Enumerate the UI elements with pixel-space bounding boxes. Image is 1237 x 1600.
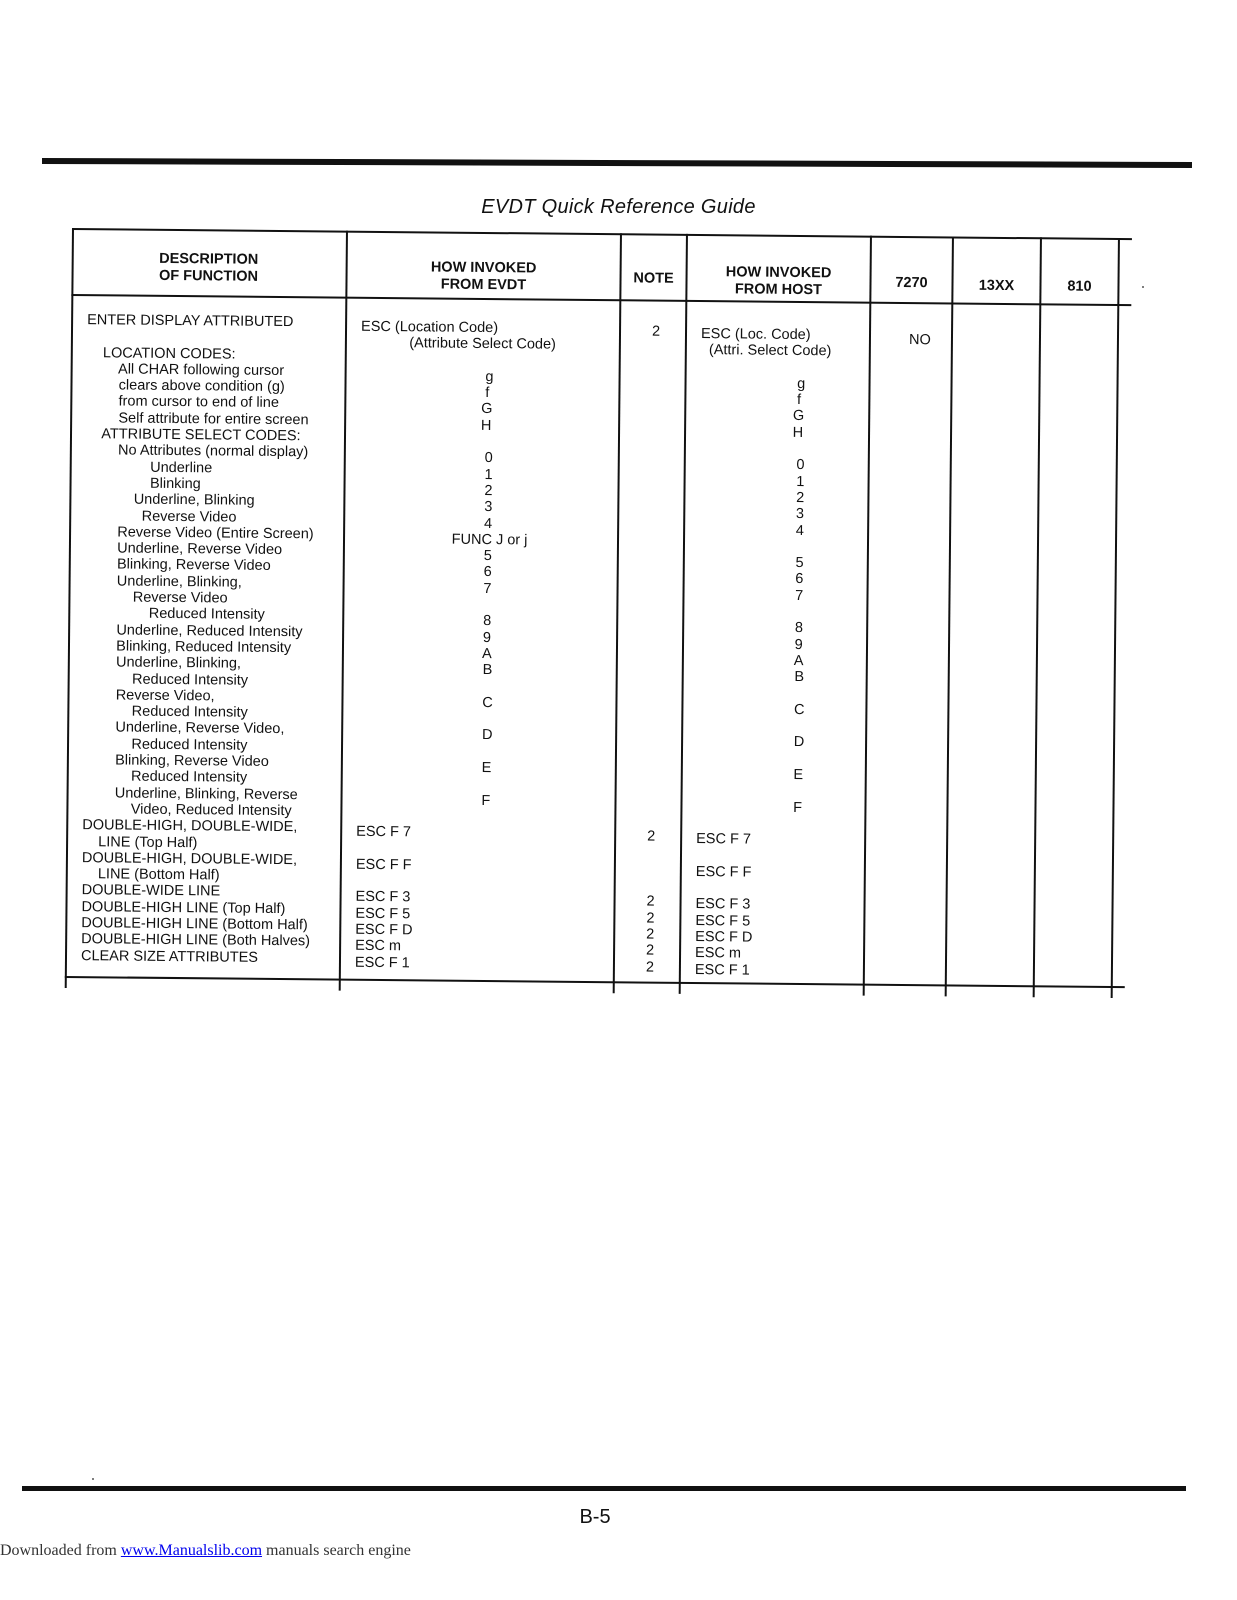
header-from-host — [687, 252, 870, 312]
page-number: B-5 — [579, 1506, 611, 1528]
footer-prefix: Downloaded from — [0, 1542, 121, 1559]
table-bottom-border — [65, 976, 1125, 988]
description-column: ENTER DISPLAY ATTRIBUTED LOCATION CODES: All CHAR following cursor clears above condition (g) from cursor to end of line Self attribute for entire screen ATTRIBUTE SELECT CODES: No Attributes (normal display) Underline Blinking Underline, Blinking Reverse Video Reverse Video (Entire Screen) Underline, Reverse Video Blinking, Reverse Video Underline, Blinking, Reverse Video Reduced Intensity Underline, Reduced Intensity Blinking, Reduced Intensity Underline, Blinking, Reduced Intensity Reverse Video, Reduced Intensity Underline, Reverse Video, Reduced Intensity Blinking, Reverse Video Reduced Intensity Underline, Blinking, Reverse Video, Reduced Intensity DOUBLE-HIGH, DOUBLE-WIDE, LINE (Top Half) DOUBLE-HIGH, DOUBLE-WIDE, LINE (Bottom Half) DOUBLE-WIDE LINE DOUBLE-HIGH LINE (Top Half) DOUBLE-HIGH LINE (Bottom Half) DOUBLE-HIGH LINE (Both Halves) CLEAR SIZE ATTRIBUTES — [80, 312, 314, 966]
download-footer — [0, 1542, 411, 1560]
header-810 — [1041, 257, 1118, 316]
page-title: EVDT Quick Reference Guide — [481, 196, 756, 218]
reference-table — [65, 228, 1132, 998]
header-note — [621, 249, 686, 308]
col-border-6 — [1033, 237, 1042, 997]
from-evdt-column: ESC (Location Code) (Attribute Select Code) g f G H 0 1 2 3 4 FUNC J or j 5 6 7 8 9 A B C D E F ESC F 7 ESC F F ESC F 3 ESC F 5 ESC F D ESC m ESC F 1 — [354, 318, 557, 971]
top-rule — [42, 158, 1192, 168]
col-border-left — [65, 228, 74, 988]
col-border-right — [1111, 238, 1120, 998]
header-note-label: NOTE — [633, 269, 674, 287]
header-13xx-label: 13XX — [978, 277, 1015, 294]
from-host-column: ESC (Loc. Code) (Attri. Select Code) g f G H 0 1 2 3 4 5 6 7 8 9 A B C D E F ESC F 7 ESC F F ESC F 3 ESC F 5 ESC F D ESC m ESC F 1 — [694, 326, 832, 979]
header-description-label: DESCRIPTION OF FUNCTION — [158, 250, 259, 285]
col-border-2 — [613, 233, 622, 993]
bottom-rule — [22, 1486, 1186, 1491]
header-13xx — [953, 256, 1040, 315]
header-description — [71, 238, 346, 299]
col-border-5 — [945, 236, 954, 996]
scan-speck — [1142, 286, 1144, 288]
header-from-evdt — [347, 247, 620, 308]
note-column: 2 2 2 2 2 2 2 — [645, 323, 661, 976]
footer-suffix: manuals search engine — [262, 1542, 411, 1559]
table-top-border — [72, 228, 1132, 240]
header-7270 — [871, 254, 952, 313]
scan-speck — [92, 1478, 94, 1480]
column-7270-value: NO — [909, 332, 931, 349]
header-810-label: 810 — [1067, 278, 1092, 295]
header-from-host-label: HOW INVOKED FROM HOST — [725, 264, 832, 299]
header-7270-label: 7270 — [895, 274, 928, 291]
manualslib-link[interactable]: www.Manualslib.com — [120, 1542, 263, 1559]
header-from-evdt-label: HOW INVOKED FROM EVDT — [430, 259, 537, 294]
